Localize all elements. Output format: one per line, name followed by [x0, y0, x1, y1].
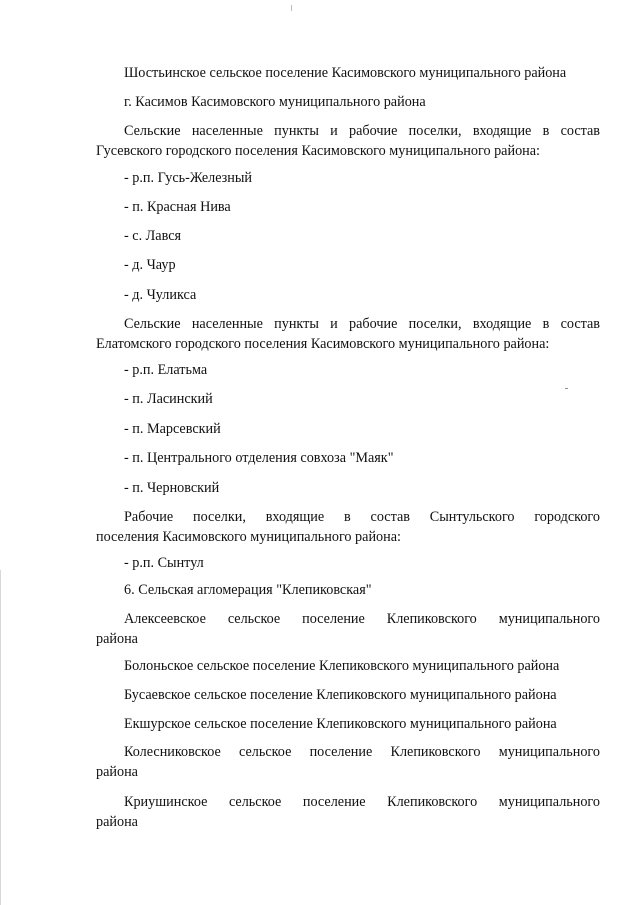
list-item: - р.п. Елатьма	[124, 362, 208, 378]
line: Сельские населенные пункты и рабочие поселки, входящие в состав	[124, 316, 600, 332]
line: Криушинское сельское поселение Клепиковского муниципального	[124, 794, 600, 810]
list-item: - р.п. Гусь-Железный	[124, 170, 253, 186]
paragraph-kolesnikovskoe	[96, 742, 600, 782]
line: Рабочие поселки, входящие в состав Сынтульского городского	[124, 509, 600, 525]
line: поселения Касимовского муниципального района:	[96, 529, 401, 545]
line: района	[96, 814, 138, 830]
scan-edge	[0, 570, 1, 905]
paragraph-ekshurskoe: Екшурское сельское поселение Клепиковского муниципального района	[124, 716, 557, 732]
list-item: - п. Марсевский	[124, 421, 221, 437]
paragraph-elatomskoe-intro	[96, 314, 600, 354]
paragraph-syntulskoe-intro	[96, 507, 600, 547]
paragraph-shostyinskoe: Шостьинское сельское поселение Касимовского муниципального района	[124, 65, 567, 81]
list-item: - д. Чуликса	[124, 287, 197, 303]
line: Сельские населенные пункты и рабочие поселки, входящие в состав	[124, 123, 600, 139]
line: Алексеевское сельское поселение Клепиковского муниципального	[124, 611, 600, 627]
line: Елатомского городского поселения Касимовского муниципального района:	[96, 336, 550, 352]
paragraph-kriushinskoe	[96, 792, 600, 832]
scan-mark	[291, 5, 292, 11]
list-item: - п. Черновский	[124, 480, 220, 496]
line: Колесниковское сельское поселение Клепиковского муниципального	[124, 744, 600, 760]
paragraph-bolonskoe: Болоньское сельское поселение Клепиковского муниципального района	[124, 658, 560, 674]
paragraph-gusevskoe-intro	[96, 121, 600, 161]
list-item: - д. Чаур	[124, 257, 176, 273]
paragraph-kasimov-city: г. Касимов Касимовского муниципального района	[124, 94, 426, 110]
list-item: - р.п. Сынтул	[124, 555, 204, 571]
list-item: - с. Лався	[124, 228, 182, 244]
list-item: - п. Центрального отделения совхоза "Маяк"	[124, 450, 394, 466]
list-item: - п. Красная Нива	[124, 199, 231, 215]
line: района	[96, 764, 138, 780]
section-heading: 6. Сельская агломерация "Клепиковская"	[124, 582, 372, 598]
line: Гусевского городского поселения Касимовского муниципального района:	[96, 143, 540, 159]
line: района	[96, 631, 138, 647]
paragraph-busaevskoe: Бусаевское сельское поселение Клепиковского муниципального района	[124, 687, 557, 703]
list-item: - п. Ласинский	[124, 391, 213, 407]
paragraph-alekseevskoe	[96, 609, 600, 649]
